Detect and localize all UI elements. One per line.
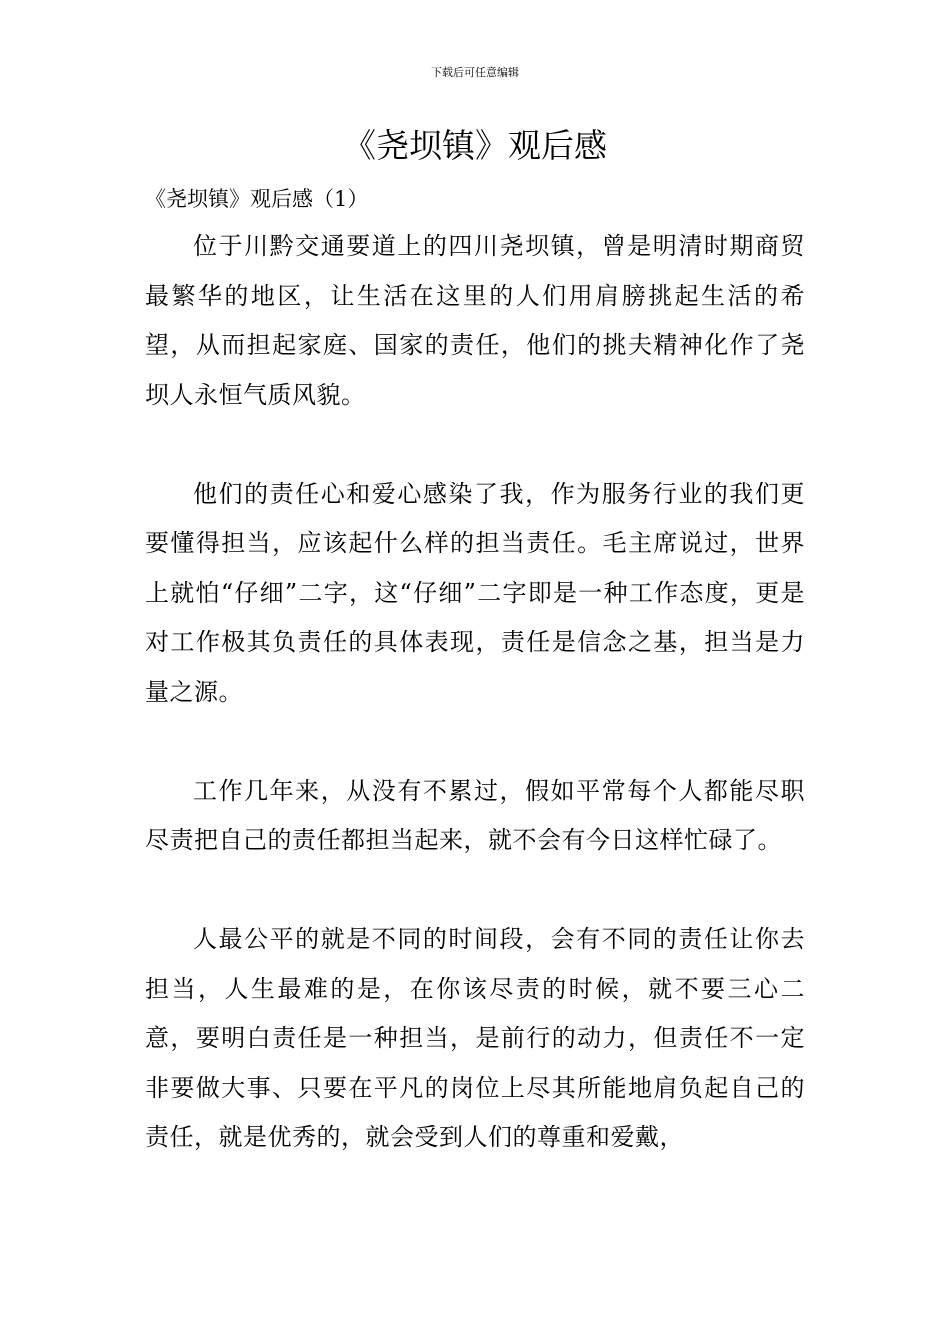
paragraph-3: 工作几年来，从没有不累过，假如平常每个人都能尽职尽责把自己的责任都担当起来，就不会有今日这样忙碌了。	[145, 776, 805, 854]
paragraph-1: 位于川黔交通要道上的四川尧坝镇，曾是明清时期商贸最繁华的地区，让生活在这里的人们用肩膀挑起生活的希望，从而担起家庭、国家的责任，他们的挑夫精神化作了尧坝人永恒气质风貌。	[145, 232, 805, 409]
document-title: 《尧坝镇》观后感	[343, 126, 607, 165]
body-text	[145, 222, 805, 1212]
paragraph-4: 人最公平的就是不同的时间段，会有不同的责任让你去担当，人生最难的是，在你该尽责的时候，就不要三心二意，要明白责任是一种担当，是前行的动力，但责任不一定非要做大事、只要在平凡的岗位上尽其所能地肩负起自己的责任，就是优秀的，就会受到人们的尊重和爱戴，	[145, 925, 805, 1151]
header-note: 下载后可任意编辑	[431, 66, 519, 79]
paragraph-2: 他们的责任心和爱心感染了我，作为服务行业的我们更要懂得担当，应该起什么样的担当责任。毛主席说过，世界上就怕“仔细”二字，这“仔细”二字即是一种工作态度，更是对工作极其负责任的具体表现，责任是信念之基，担当是力量之源。	[145, 479, 805, 706]
section-heading: 《尧坝镇》观后感（1）	[145, 187, 369, 211]
